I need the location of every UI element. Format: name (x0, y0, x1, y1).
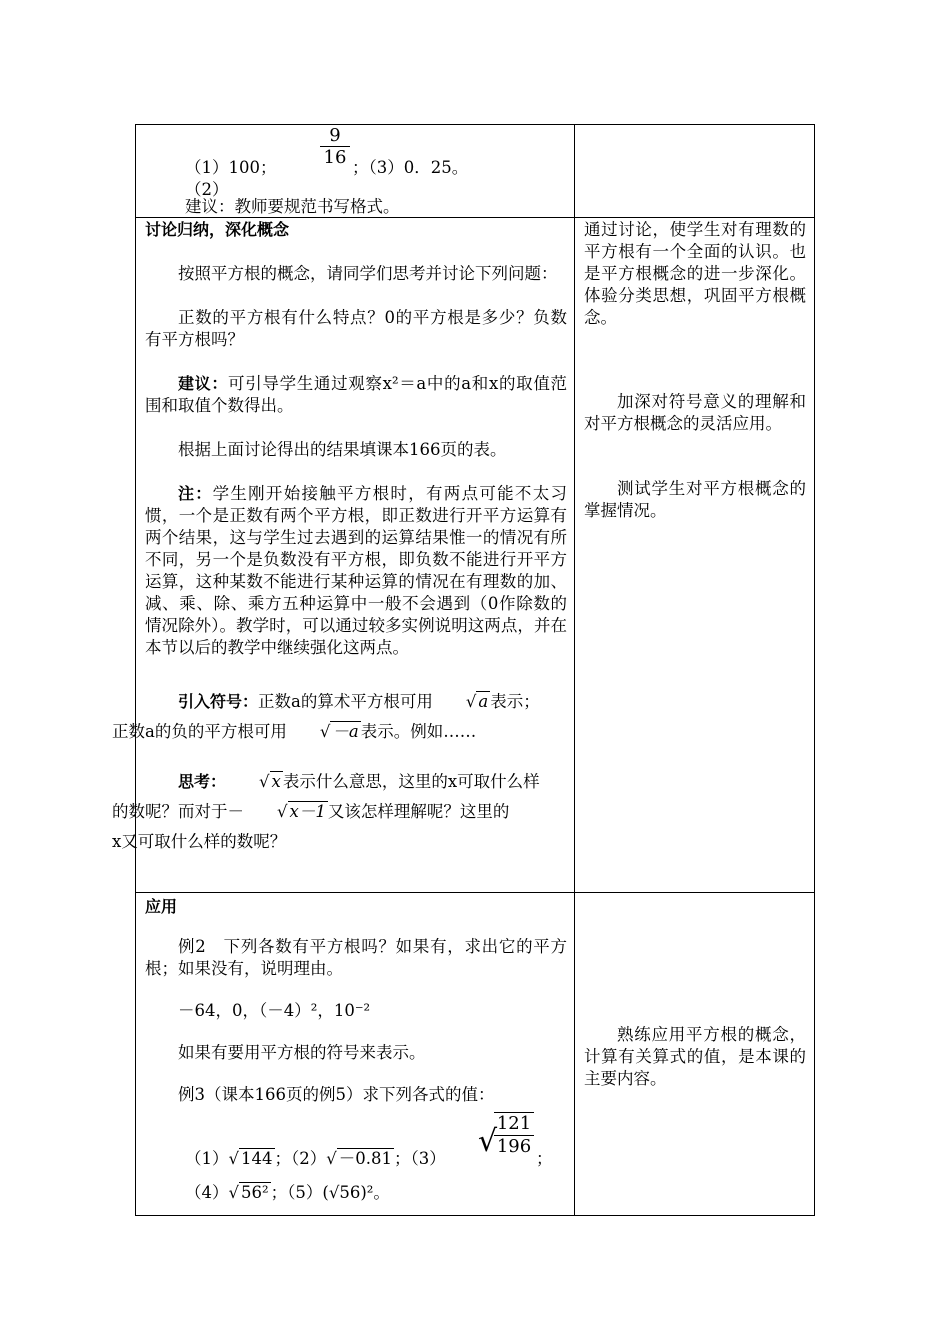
sqrt-56-squared: √ 56² (228, 1183, 269, 1202)
item-3-label: ；（3） (394, 1149, 446, 1168)
row3-left (145, 896, 567, 1106)
symbol-text-3: 正数a的负的平方根可用 (112, 722, 287, 741)
column-divider (574, 124, 575, 1216)
purpose-discuss: 通过讨论，使学生对有理数的平方根有一个全面的认识。也是平方根概念的进一步深化。体验分类思想，巩固平方根概念。 (584, 220, 806, 327)
table-instruction: 根据上面讨论得出的结果填课本166页的表。 (178, 440, 507, 459)
items-part1: （1）100；（2） (185, 158, 277, 199)
fraction-121: 121 (494, 1113, 534, 1136)
example-2-numbers: －64，0，（－4）²，10⁻² (178, 1001, 371, 1020)
item-1-label: （1） (185, 1149, 229, 1168)
sqrt-56-paren-squared: (√56)² (322, 1183, 374, 1202)
symbol-paragraph (112, 687, 567, 747)
suggestion-text: 建议：教师要规范书写格式。 (185, 197, 400, 216)
item-2-label: ；（2） (274, 1149, 327, 1168)
suggestion-label: 建议： (178, 374, 229, 393)
note-body: 学生刚开始接触平方根时，有两点可能不太习惯，一个是正数有两个平方根，即正数进行开平方运算有两个结果，这与学生过去遇到的运算结果惟一的情况有所不同，另一个是负数没有平方根，即负数不能进行开平方运算，这种某数不能进行某种运算的情况在有理数的加、减、乘、除、乘方五种运算中一般不会遇到（0作除数的情况除外）。教学时，可以通过较多实例说明这两点，并在本节以后的教学中继续强化这两点。 (145, 484, 567, 657)
sqrt-144: √ 144 (228, 1149, 273, 1168)
think-label: 思考： (178, 772, 227, 791)
discussion-intro: 按照平方根的概念，请同学们思考并讨论下列问题： (178, 264, 558, 283)
sqrt-neg-a-radicand: －a (332, 722, 359, 741)
example-2: 例2 下列各数有平方根吗？如果有，求出它的平方根；如果没有，说明理由。 (145, 937, 567, 978)
sqrt-neg-081: √ －0.81 (326, 1149, 393, 1168)
think-text-2: 的数呢？而对于－ (112, 802, 244, 821)
purpose-test: 测试学生对平方根概念的掌握情况。 (584, 479, 806, 520)
think-text-4: x又可取什么样的数呢？ (112, 832, 287, 851)
example-2-hint: 如果有要用平方根的符号来表示。 (178, 1043, 426, 1062)
fraction-numerator: 9 (320, 126, 350, 147)
symbol-text-4: 表示。例如…… (360, 722, 477, 741)
item-3-end: ； (536, 1149, 553, 1168)
sqrt-a-radicand: a (478, 692, 489, 711)
think-paragraph (112, 767, 567, 857)
sqrt-144-radicand: 144 (241, 1149, 273, 1168)
purpose-apply: 熟练应用平方根的概念，计算有关算式的值，是本课的主要内容。 (584, 1025, 806, 1088)
sqrt-x-minus-1-radicand: x－1 (289, 802, 326, 821)
fraction-9-16 (320, 126, 350, 169)
suggestion-body: 可引导学生通过观察x²＝a中的a和x的取值范围和取值个数得出。 (145, 374, 567, 415)
row-divider-2 (135, 892, 815, 893)
note-label: 注： (178, 484, 213, 503)
sqrt-x-radicand: x (271, 772, 281, 791)
example-3-items-line2 (185, 1182, 575, 1204)
symbol-text-2: 表示； (490, 692, 540, 711)
items-part2: ；（3）0．25。 (352, 158, 469, 177)
think-text-3: 又该怎样理解呢？这里的 (327, 802, 510, 821)
symbol-label: 引入符号： (178, 692, 259, 711)
section-heading-discuss: 讨论归纳，深化概念 (145, 220, 290, 239)
suggestion-paragraph (145, 373, 567, 417)
row2-left (112, 219, 567, 857)
note-paragraph (145, 483, 567, 659)
sqrt-56-squared-radicand: 56² (241, 1183, 269, 1202)
fraction-196: 196 (496, 1136, 532, 1157)
think-text-1: 表示什么意思，这里的x可取什么样 (282, 772, 540, 791)
sqrt-a-symbol: √ a (465, 692, 489, 711)
discussion-questions: 正数的平方根有什么特点？0的平方根是多少？负数有平方根吗？ (145, 308, 567, 349)
symbol-text-1: 正数a的算术平方根可用 (258, 692, 433, 711)
example-3: 例3（课本166页的例5）求下列各式的值： (178, 1085, 495, 1104)
item-5-end: 。 (373, 1183, 390, 1202)
sqrt-x-symbol: √ x (259, 772, 281, 791)
fraction-denominator: 16 (323, 147, 347, 168)
item-5-label: ；（5） (270, 1183, 323, 1202)
sqrt-neg-081-radicand: －0.81 (338, 1149, 393, 1168)
purpose-symbol: 加深对符号意义的理解和对平方根概念的灵活应用。 (584, 392, 806, 433)
sqrt-neg-a-symbol: √ －a (319, 722, 359, 741)
section-heading-apply: 应用 (145, 897, 178, 916)
sqrt-x-minus-1-symbol: √ x－1 (277, 802, 326, 821)
item-4-label: （4） (185, 1183, 229, 1202)
